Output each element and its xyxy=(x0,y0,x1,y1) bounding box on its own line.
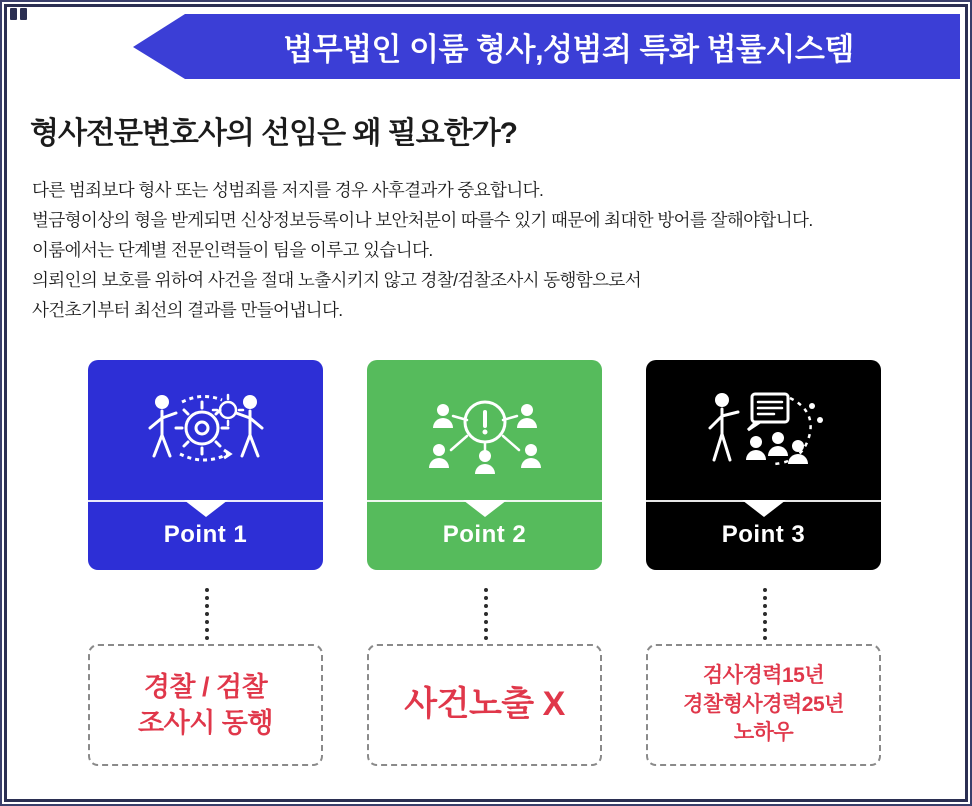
point-card-3-icon-area xyxy=(646,360,881,500)
corner-marks-icon xyxy=(10,8,36,24)
body-line-2: 벌금형이상의 형을 받게되면 신상정보등록이나 보안처분이 따를수 있기 때문에 최대한 방어를 잘해야합니다. xyxy=(32,210,813,230)
note-box-1-line-2: 조사시 동행 xyxy=(138,708,273,738)
point-card-2-label: Point 2 xyxy=(442,521,527,548)
body-line-3: 이룸에서는 단계별 전문인력들이 팀을 이루고 있습니다. xyxy=(32,240,433,260)
note-box-1 xyxy=(88,644,323,766)
point-card-1-icon-area xyxy=(88,360,323,500)
people-gears-icon xyxy=(136,380,276,480)
point-card-1 xyxy=(88,360,323,570)
body-line-4: 의뢰인의 보호를 위하여 사건을 절대 노출시키지 않고 경찰/검찰조사시 동행함으로서 xyxy=(32,270,642,290)
point-card-1-notch xyxy=(184,500,228,517)
note-box-3-line-1: 검사경력15년 xyxy=(702,664,825,688)
main-heading: 형사전문변호사의 선임은 왜 필요한가? xyxy=(30,117,518,150)
point-card-3-label-area xyxy=(646,500,881,570)
note-box-3-line-3: 노하우 xyxy=(733,721,794,745)
note-box-2-line-1: 사건노출 X xyxy=(404,685,565,724)
point-card-3 xyxy=(646,360,881,570)
point-card-2-notch xyxy=(463,500,507,517)
point-card-3-label: Point 3 xyxy=(721,521,806,548)
connector-line-1 xyxy=(205,588,209,640)
connector-line-2 xyxy=(484,588,488,640)
note-boxes xyxy=(0,644,972,779)
body-line-5: 사건초기부터 최선의 결과를 만들어냅니다. xyxy=(32,300,343,320)
point-cards xyxy=(0,360,972,575)
point-card-2-icon-area xyxy=(367,360,602,500)
note-box-3-line-2: 경찰형사경력25년 xyxy=(683,692,844,716)
header-banner xyxy=(185,14,960,79)
body-text xyxy=(32,175,932,325)
point-card-3-notch xyxy=(742,500,786,517)
page-title: 법무법인 이룸 형사,성범죄 특화 법률시스템 xyxy=(283,32,854,67)
note-box-1-line-1: 경찰 / 검찰 xyxy=(143,671,268,702)
point-card-2 xyxy=(367,360,602,570)
note-box-2 xyxy=(367,644,602,766)
people-network-idea-icon xyxy=(415,380,555,480)
note-box-3 xyxy=(646,644,881,766)
point-card-1-label: Point 1 xyxy=(163,521,248,548)
point-card-1-label-area xyxy=(88,500,323,570)
person-presentation-icon xyxy=(694,380,834,480)
body-line-1: 다른 범죄보다 형사 또는 성범죄를 저지를 경우 사후결과가 중요합니다. xyxy=(32,180,544,200)
point-card-2-label-area xyxy=(367,500,602,570)
connector-line-3 xyxy=(763,588,767,640)
